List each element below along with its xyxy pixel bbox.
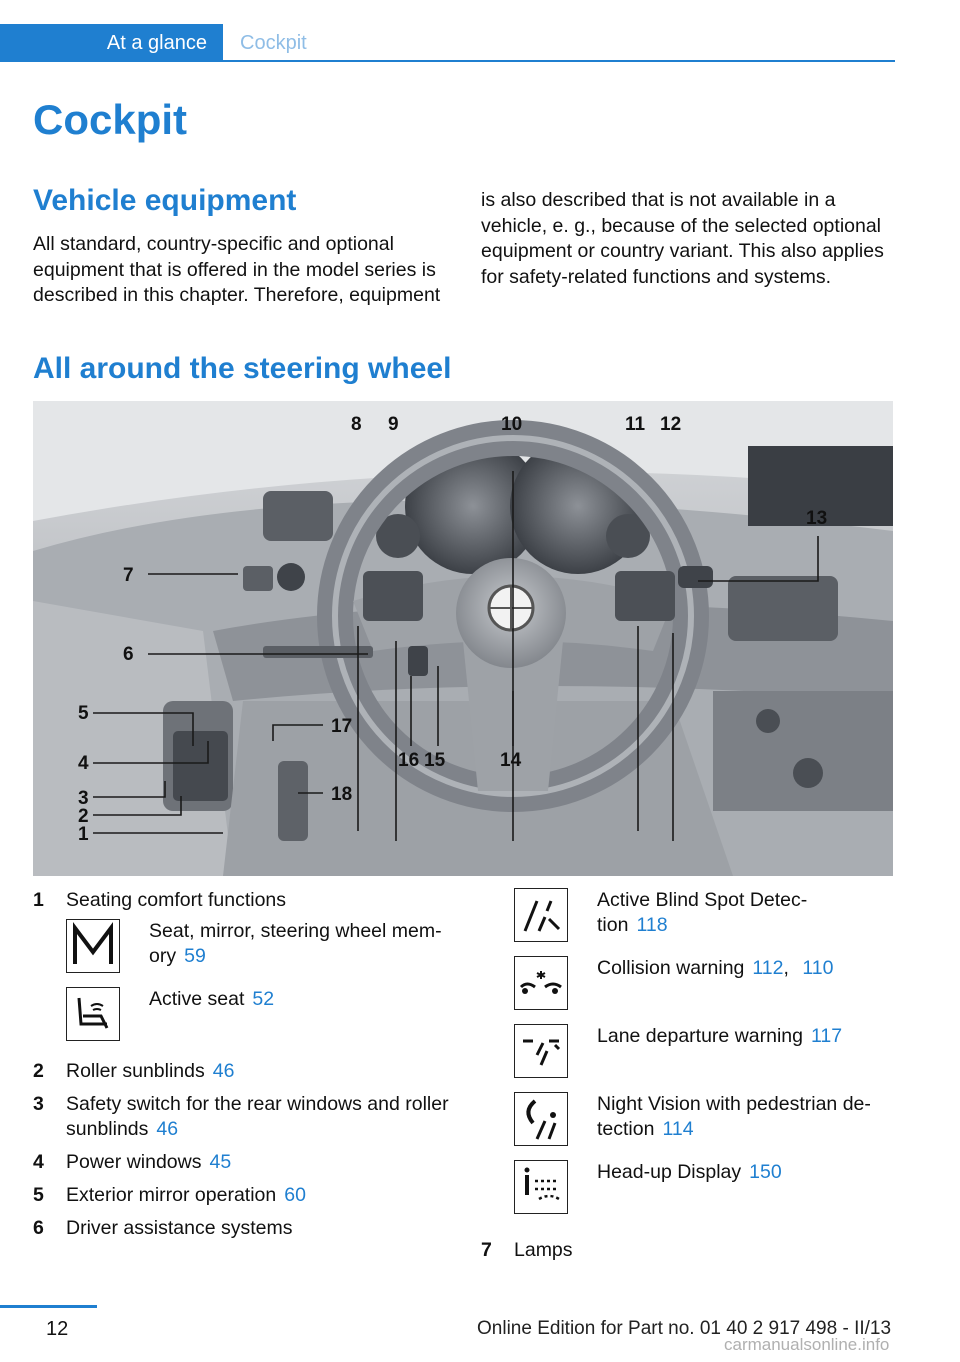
page-number: 12 <box>46 1318 69 1340</box>
callout-17: 17 <box>331 716 353 737</box>
callout-6: 6 <box>123 644 134 665</box>
item-label: Power windows <box>66 1151 202 1173</box>
item-number: 5 <box>33 1184 44 1206</box>
night-vision-icon <box>514 1092 568 1146</box>
callout-14: 14 <box>500 750 522 771</box>
blind-spot-icon <box>514 888 568 942</box>
item-number: 3 <box>33 1093 44 1115</box>
item-label: Driver assistance systems <box>66 1217 293 1239</box>
page-link-118[interactable]: 118 <box>636 914 668 936</box>
section-heading-vehicle-equipment: Vehicle equipment <box>33 184 297 217</box>
list-item-2 <box>33 1059 453 1084</box>
item-label: Safety switch for the rear windows and roller sunblinds <box>66 1093 449 1140</box>
item-number: 6 <box>33 1217 44 1239</box>
list-item-3 <box>33 1092 453 1142</box>
callout-18: 18 <box>331 784 353 805</box>
list-item-7 <box>481 1238 901 1263</box>
item-number: 7 <box>481 1239 492 1261</box>
page-link-117[interactable]: 117 <box>810 1025 843 1047</box>
legend-list-left <box>33 888 453 1241</box>
list-item-1 <box>33 888 453 913</box>
watermark: carmanualsonline.info <box>724 1335 890 1354</box>
page-link-112[interactable]: 112 <box>752 957 784 979</box>
callout-7: 7 <box>123 565 134 586</box>
callout-4: 4 <box>78 753 89 774</box>
item-number: 1 <box>33 889 44 911</box>
subitem-night-vision <box>481 1092 901 1160</box>
page-link-114[interactable]: 114 <box>662 1118 694 1140</box>
page-link-60[interactable]: 60 <box>284 1184 306 1206</box>
header-rule <box>0 60 895 62</box>
subitem-active-seat <box>33 987 453 1055</box>
subitem-label-cont: ory <box>149 945 177 967</box>
online-edition-note: Online Edition for Part no. 01 40 2 917 498 - II/13 <box>477 1318 892 1339</box>
subitem-label-cont: tion <box>597 914 629 936</box>
page-link-150[interactable]: 150 <box>749 1161 782 1183</box>
callout-5: 5 <box>78 703 89 724</box>
callout-10: 10 <box>501 414 523 435</box>
list-item-5 <box>33 1183 453 1208</box>
item-label: Exterior mirror operation <box>66 1184 277 1206</box>
subitem-label: Collision warning <box>597 957 745 979</box>
subitem-label: Active seat <box>149 988 245 1010</box>
subitem-label: Lane departure warning <box>597 1025 803 1047</box>
subitem-lane-departure <box>481 1024 901 1092</box>
collision-warning-icon <box>514 956 568 1010</box>
lane-departure-icon <box>514 1024 568 1078</box>
subitem-label-cont: tection <box>597 1118 655 1140</box>
list-item-6 <box>33 1216 453 1241</box>
subitem-label: Night Vision with pedestrian de- <box>597 1093 871 1115</box>
item-number: 4 <box>33 1151 44 1173</box>
callout-12: 12 <box>660 414 682 435</box>
subitem-blind-spot <box>481 888 901 956</box>
legend-list-right <box>481 888 901 1263</box>
cockpit-illustration <box>33 401 893 876</box>
page-title: Cockpit <box>33 96 188 143</box>
subitem-label: Seat, mirror, steering wheel mem- <box>149 920 442 942</box>
item-label: Seating comfort functions <box>66 889 287 911</box>
subitem-label: Active Blind Spot Detec- <box>597 889 808 911</box>
callout-1: 1 <box>78 824 89 845</box>
callout-16: 16 <box>398 750 420 771</box>
intro-text-left: All standard, country-specific and optional equipment that is offered in the model series is described in this chapter. Therefore, equipment <box>33 233 441 306</box>
active-seat-icon <box>66 987 120 1041</box>
callout-8: 8 <box>351 414 362 435</box>
section-heading-steering-wheel: All around the steering wheel <box>33 352 452 385</box>
page-link-45[interactable]: 45 <box>209 1151 232 1173</box>
tab-cockpit[interactable]: Cockpit <box>240 32 307 54</box>
head-up-display-icon <box>514 1160 568 1214</box>
callout-9: 9 <box>388 414 399 435</box>
callout-15: 15 <box>424 750 446 771</box>
subitem-head-up <box>481 1160 901 1228</box>
page-link-59[interactable]: 59 <box>184 945 206 967</box>
item-label: Lamps <box>514 1239 573 1261</box>
subitem-collision: Collision warning 112, 110 <box>481 956 901 1024</box>
list-item-4 <box>33 1150 453 1175</box>
page-link-46[interactable]: 46 <box>212 1060 235 1082</box>
callout-13: 13 <box>806 508 828 529</box>
page-link-52[interactable]: 52 <box>252 988 275 1010</box>
callout-3: 3 <box>78 788 89 809</box>
callout-2: 2 <box>78 806 89 827</box>
item-label: Roller sunblinds <box>66 1060 205 1082</box>
page-link-110[interactable]: 110 <box>802 957 834 979</box>
memory-M-icon <box>66 919 120 973</box>
footer-rule <box>0 1305 97 1308</box>
callout-11: 11 <box>625 414 646 435</box>
subitem-memory <box>33 919 453 987</box>
tab-at-a-glance[interactable]: At a glance <box>0 24 223 62</box>
subitem-label: Head-up Display <box>597 1161 742 1183</box>
intro-text-right: is also described that is not available in a vehicle, e. g., because of the selected optional equipment or country variant. This also applies for safety-related functions and systems. <box>481 189 884 288</box>
item-number: 2 <box>33 1060 44 1082</box>
chapter-header <box>0 24 895 62</box>
page-link-46b[interactable]: 46 <box>156 1118 179 1140</box>
